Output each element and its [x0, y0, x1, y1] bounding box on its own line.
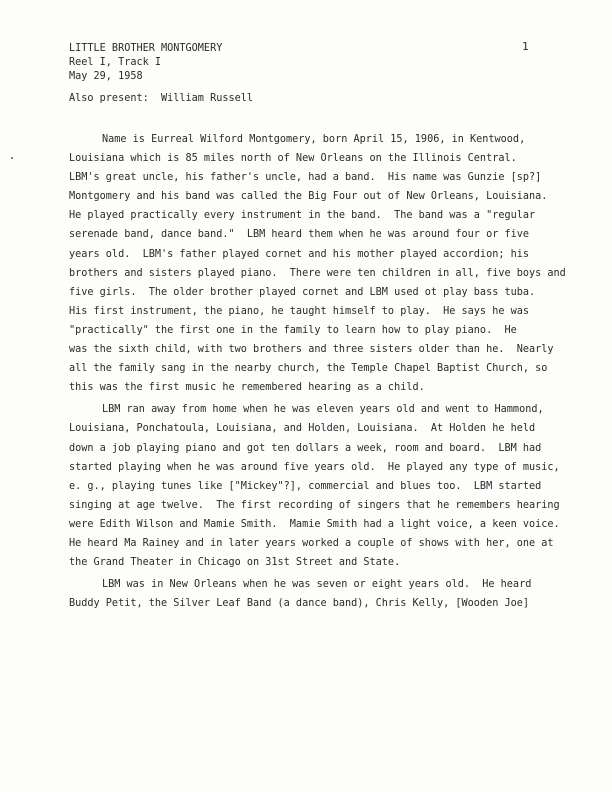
text-line: His first instrument, the piano, he taught himself to play. He says he was	[69, 305, 530, 317]
text-line: Louisiana, Ponchatoula, Louisiana, and Holden, Louisiana. At Holden he held	[69, 423, 536, 435]
text-line: was the sixth child, with two brothers and three sisters older than he. Nearly	[69, 344, 554, 356]
text-line: five girls. The older brother played cornet and LBM used ot play bass tuba.	[69, 286, 536, 298]
text-line: LBM ran away from home when he was eleven years old and went to Hammond,	[102, 404, 544, 416]
margin-speck	[11, 157, 13, 159]
text-line: He heard Ma Rainey and in later years worked a couple of shows with her, one at	[69, 537, 554, 549]
text-line: "practically" the first one in the family to learn how to play piano. He	[69, 324, 517, 336]
text-line: serenade band, dance band." LBM heard them when he was around four or five	[69, 229, 530, 241]
reel-track: Reel I, Track I	[69, 57, 162, 68]
text-line: were Edith Wilson and Mamie Smith. Mamie Smith had a light voice, a keen voice.	[69, 518, 560, 530]
text-line: down a job playing piano and got ten dollars a week, room and board. LBM had	[69, 442, 542, 454]
transcript-body	[69, 130, 566, 613]
text-line: the Grand Theater in Chicago on 31st Street and State.	[69, 557, 401, 569]
text-line: e. g., playing tunes like ["Mickey"?], commercial and blues too. LBM started	[69, 480, 542, 492]
text-line: Louisiana which is 85 miles north of New Orleans on the Illinois Central.	[69, 153, 517, 165]
subject-title: LITTLE BROTHER MONTGOMERY	[69, 43, 223, 54]
text-line: LBM was in New Orleans when he was seven or eight years old. He heard	[102, 579, 532, 591]
page-number: 1	[522, 40, 529, 53]
text-line: this was the first music he remembered hearing as a child.	[69, 382, 425, 394]
transcript-header	[69, 42, 222, 84]
text-line: Montgomery and his band was called the Big Four out of New Orleans, Louisiana.	[69, 191, 548, 203]
interview-date: May 29, 1958	[69, 71, 143, 82]
text-line: Buddy Petit, the Silver Leaf Band (a dance band), Chris Kelly, [Wooden Joe]	[69, 598, 530, 610]
text-line: He played practically every instrument in the band. The band was a "regular	[69, 210, 536, 222]
text-line: Name is Eurreal Wilford Montgomery, born April 15, 1906, in Kentwood,	[102, 134, 526, 145]
text-line: brothers and sisters played piano. There were ten children in all, five boys and	[69, 267, 566, 279]
text-line: all the family sang in the nearby church, the Temple Chapel Baptist Church, so	[69, 363, 548, 375]
also-present: Also present: William Russell	[69, 93, 254, 104]
text-line: singing at age twelve. The first recording of singers that he remembers hearing	[69, 499, 560, 511]
text-line: started playing when he was around five years old. He played any type of music,	[69, 461, 560, 473]
text-line: years old. LBM's father played cornet and his mother played accordion; his	[69, 248, 530, 260]
text-line: LBM's great uncle, his father's uncle, had a band. His name was Gunzie [sp?]	[69, 172, 542, 184]
